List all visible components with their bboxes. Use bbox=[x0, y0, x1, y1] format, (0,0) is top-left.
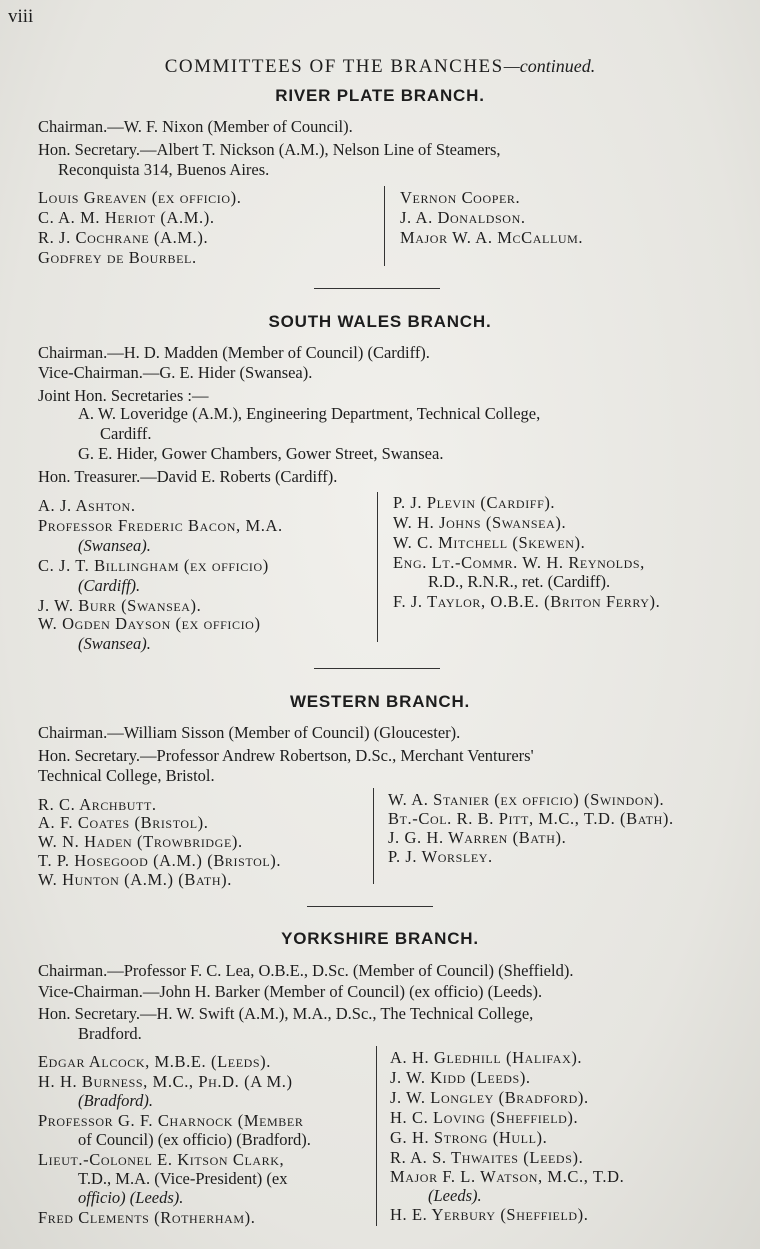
officer-line: Chairman.—Professor F. C. Lea, O.B.E., D.Sc. (Member of Council) (Sheffield). bbox=[38, 961, 574, 980]
member-entry: (Cardiff). bbox=[78, 576, 141, 595]
member-entry: Godfrey de Bourbel. bbox=[38, 248, 197, 267]
member-entry: W. A. Stanier (ex officio) (Swindon). bbox=[388, 790, 665, 809]
officer-line: Reconquista 314, Buenos Aires. bbox=[58, 160, 270, 179]
member-entry: R. A. S. Thwaites (Leeds). bbox=[390, 1148, 584, 1167]
running-head-suffix: —continued. bbox=[503, 56, 596, 76]
section-heading-south-wales: SOUTH WALES BRANCH. bbox=[268, 312, 492, 331]
officer-line: G. E. Hider, Gower Chambers, Gower Street, Swansea. bbox=[78, 444, 444, 463]
member-entry: C. A. M. Heriot (A.M.). bbox=[38, 208, 215, 227]
member-entry: C. J. T. Billingham (ex officio) bbox=[38, 556, 269, 575]
member-entry: J. A. Donaldson. bbox=[400, 208, 526, 227]
member-entry: Professor G. F. Charnock (Member bbox=[38, 1111, 304, 1130]
section-heading-yorkshire: YORKSHIRE BRANCH. bbox=[281, 929, 479, 948]
member-entry: T. P. Hosegood (A.M.) (Bristol). bbox=[38, 851, 282, 870]
member-entry: P. J. Plevin (Cardiff). bbox=[393, 493, 556, 512]
member-entry: R.D., R.N.R., ret. (Cardiff). bbox=[428, 572, 611, 591]
member-entry: R. J. Cochrane (A.M.). bbox=[38, 228, 209, 247]
officer-line: Hon. Treasurer.—David E. Roberts (Cardiff). bbox=[38, 467, 338, 486]
section-heading-river-plate: RIVER PLATE BRANCH. bbox=[275, 86, 485, 105]
member-entry: A. F. Coates (Bristol). bbox=[38, 813, 209, 832]
member-entry: Vernon Cooper. bbox=[400, 188, 521, 207]
member-entry: (Swansea). bbox=[78, 536, 151, 555]
officer-line: Vice-Chairman.—John H. Barker (Member of Council) (ex officio) (Leeds). bbox=[38, 982, 543, 1001]
officer-line: Cardiff. bbox=[100, 424, 152, 443]
member-entry: Lieut.-Colonel E. Kitson Clark, bbox=[38, 1150, 285, 1169]
member-entry: (Bradford). bbox=[78, 1091, 154, 1110]
member-entry: (Leeds). bbox=[428, 1186, 482, 1205]
officer-line: Technical College, Bristol. bbox=[38, 766, 215, 785]
officer-line: Chairman.—H. D. Madden (Member of Council) (Cardiff). bbox=[38, 343, 430, 362]
member-entry: (Swansea). bbox=[78, 634, 151, 653]
member-entry: J. W. Kidd (Leeds). bbox=[390, 1068, 531, 1087]
officer-line: Vice-Chairman.—G. E. Hider (Swansea). bbox=[38, 363, 313, 382]
member-entry: officio) (Leeds). bbox=[78, 1188, 184, 1207]
member-entry: Eng. Lt.-Commr. W. H. Reynolds, bbox=[393, 553, 645, 572]
member-entry: A. H. Gledhill (Halifax). bbox=[390, 1048, 583, 1067]
member-entry: Professor Frederic Bacon, M.A. bbox=[38, 516, 283, 535]
member-entry: Major W. A. McCallum. bbox=[400, 228, 584, 247]
officer-line: Hon. Secretary.—H. W. Swift (A.M.), M.A., D.Sc., The Technical College, bbox=[38, 1004, 534, 1023]
member-entry: Bt.-Col. R. B. Pitt, M.C., T.D. (Bath). bbox=[388, 809, 674, 828]
member-entry: W. Ogden Dayson (ex officio) bbox=[38, 614, 261, 633]
member-entry: W. Hunton (A.M.) (Bath). bbox=[38, 870, 232, 889]
member-entry: J. W. Longley (Bradford). bbox=[390, 1088, 589, 1107]
column-divider bbox=[377, 492, 378, 642]
officer-line: Chairman.—W. F. Nixon (Member of Council). bbox=[38, 117, 353, 136]
member-entry: H. E. Yerbury (Sheffield). bbox=[390, 1205, 589, 1224]
member-entry: Major F. L. Watson, M.C., T.D. bbox=[390, 1167, 625, 1186]
member-entry: H. C. Loving (Sheffield). bbox=[390, 1108, 579, 1127]
column-divider bbox=[384, 186, 385, 266]
member-entry: Edgar Alcock, M.B.E. (Leeds). bbox=[38, 1052, 271, 1071]
officer-line: Hon. Secretary.—Albert T. Nickson (A.M.), Nelson Line of Steamers, bbox=[38, 140, 501, 159]
member-entry: Fred Clements (Rotherham). bbox=[38, 1208, 256, 1227]
column-divider bbox=[373, 788, 374, 884]
officer-line: Joint Hon. Secretaries :— bbox=[38, 386, 209, 405]
officer-line: Bradford. bbox=[78, 1024, 142, 1043]
member-entry: Louis Greaven (ex officio). bbox=[38, 188, 242, 207]
section-heading-western: WESTERN BRANCH. bbox=[289, 692, 471, 711]
officer-line: Hon. Secretary.—Professor Andrew Robertson, D.Sc., Merchant Venturers' bbox=[38, 746, 534, 765]
officer-line: A. W. Loveridge (A.M.), Engineering Department, Technical College, bbox=[78, 404, 541, 423]
member-entry: W. N. Haden (Trowbridge). bbox=[38, 832, 243, 851]
member-entry: A. J. Ashton. bbox=[38, 496, 136, 515]
member-entry: G. H. Strong (Hull). bbox=[390, 1128, 548, 1147]
column-divider bbox=[376, 1046, 377, 1226]
member-entry: J. G. H. Warren (Bath). bbox=[388, 828, 567, 847]
member-entry: W. H. Johns (Swansea). bbox=[393, 513, 567, 532]
member-entry: R. C. Archbutt. bbox=[38, 795, 157, 814]
page-number: viii bbox=[8, 6, 34, 27]
running-head bbox=[0, 56, 760, 78]
member-entry: T.D., M.A. (Vice-President) (ex bbox=[78, 1169, 288, 1188]
running-head-main: COMMITTEES OF THE BRANCHES bbox=[164, 56, 504, 77]
member-entry: F. J. Taylor, O.B.E. (Briton Ferry). bbox=[393, 592, 661, 611]
section-rule bbox=[307, 906, 433, 907]
member-entry: J. W. Burr (Swansea). bbox=[38, 596, 202, 615]
section-rule bbox=[314, 288, 440, 289]
section-rule bbox=[314, 668, 440, 669]
officer-line: Chairman.—William Sisson (Member of Council) (Gloucester). bbox=[38, 723, 461, 742]
member-entry: H. H. Burness, M.C., Ph.D. (A M.) bbox=[38, 1072, 293, 1091]
member-entry: W. C. Mitchell (Skewen). bbox=[393, 533, 586, 552]
member-entry: P. J. Worsley. bbox=[388, 847, 493, 866]
member-entry: of Council) (ex officio) (Bradford). bbox=[78, 1130, 311, 1149]
